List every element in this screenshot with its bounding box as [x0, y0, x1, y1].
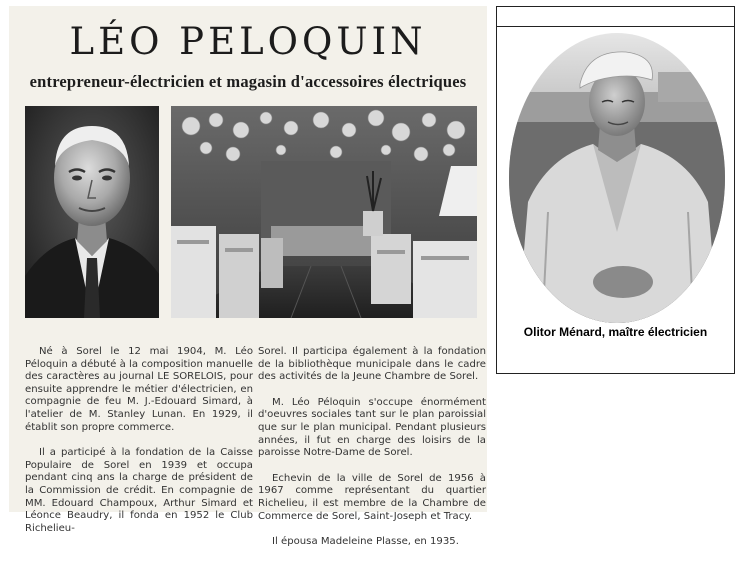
article-subtitle: entrepreneur-électricien et magasin d'accessoires électriques [29, 72, 467, 91]
article-paragraph: Né à Sorel le 12 mai 1904, M. Léo Péloquin a débuté à la composition manuelle des caractères au journal LE SORELOIS, pour ensuite apprendre le métier d'électricien, en compagnie de feu M. J.-Edouard Simard, à l'atelier de M. Stanley Lunan. En 1929, il établit son propre commerce. [25, 346, 253, 433]
photo-card [496, 6, 735, 374]
article-title: LÉO PELOQUIN [69, 20, 427, 63]
photo-caption: Olitor Ménard, maître électricien [523, 325, 708, 339]
article-paragraph: Il a participé à la fondation de la Caisse Populaire de Sorel en 1939 et occupa pendant cinq ans la charge de président de la Commission de crédit. En compagnie de MM. Edouard Champoux, Arthur Simard et Léonce Beaudry, il fonda en 1952 le Club Richelieu- [25, 447, 253, 534]
article-paragraph: Il épousa Madeleine Plasse, en 1935. [272, 536, 459, 548]
article-column-right [258, 346, 486, 562]
electrician-oval-photo [508, 32, 726, 324]
card-divider [497, 26, 734, 27]
article-paragraph: Sorel. Il participa également à la fondation de la bibliothèque municipale dans le cadre des activités de la Jeune Chambre de Sorel. [258, 346, 486, 383]
article-paragraph: Echevin de la ville de Sorel de 1956 à 1967 comme représentant du quartier Richelieu, il est membre de la Chambre de Commerce de Sorel, Saint-Joseph et Tracy. [258, 472, 486, 522]
article-paragraph: M. Léo Péloquin s'occupe énormément d'oeuvres sociales tant sur le plan paroissial que sur le plan municipal. Pendant plusieurs années, il fut en charge des loisirs de la paroisse Notre-Dame de Sorel. [258, 396, 486, 459]
newspaper-clipping [9, 6, 487, 548]
portrait-photo [25, 106, 159, 318]
article-column-left [25, 346, 253, 548]
store-interior-photo [171, 106, 477, 318]
